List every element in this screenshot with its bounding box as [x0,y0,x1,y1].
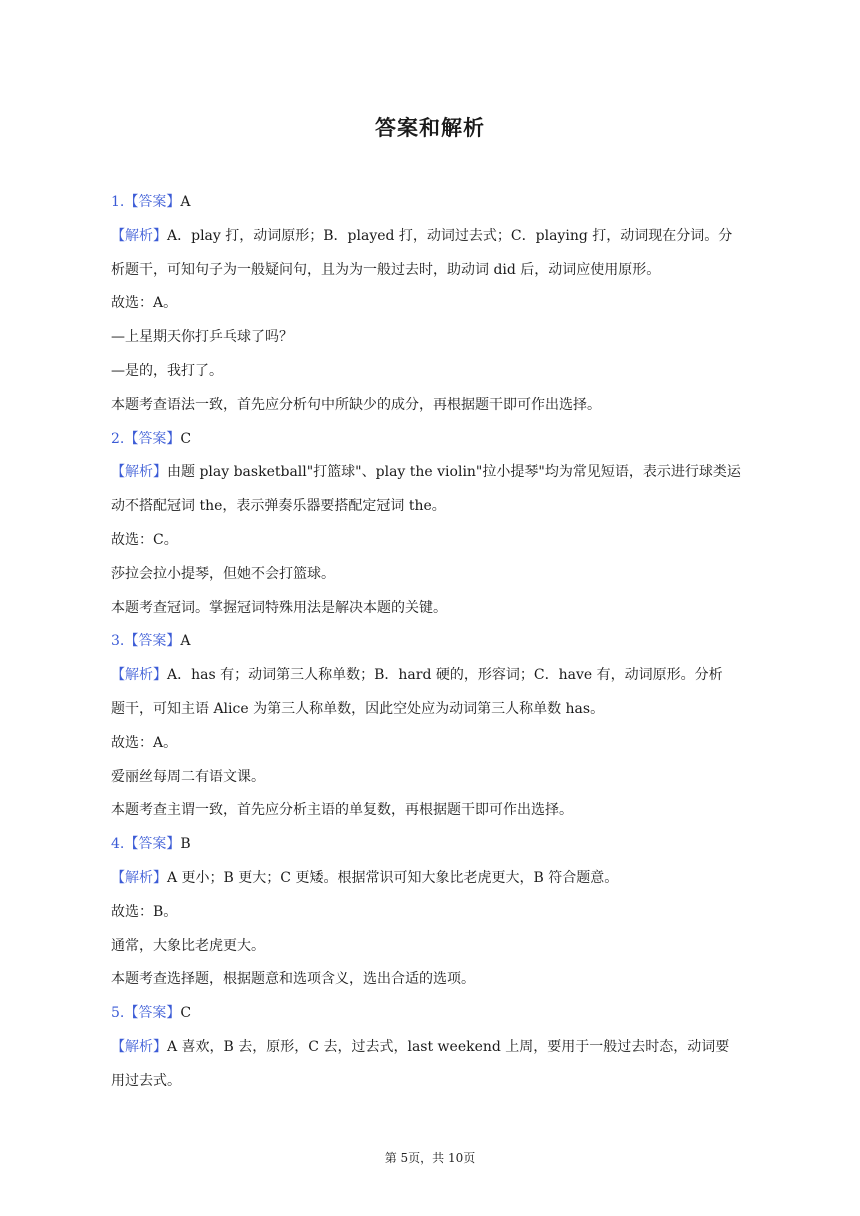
analysis-tag: 【解析】 [111,464,167,481]
analysis-text: A 更小；B 更大；C 更矮。根据常识可知大象比老虎更大，B 符合题意。 [167,869,619,886]
answer-header [111,186,751,220]
note-line: 本题考查冠词。掌握冠词特殊用法是解决本题的关键。 [111,599,447,616]
note-line: 本题考查选择题，根据题意和选项含义，选出合适的选项。 [111,971,475,988]
translation-line: —上星期天你打乒乓球了吗？ [111,329,293,346]
analysis-tag: 【解析】 [111,869,167,886]
analysis-line [111,1031,751,1065]
answer-value: B [180,836,191,853]
choice-line: 故选：A。 [111,295,178,312]
analysis-text: A．play 打，动词原形；B．played 打，动词过去式；C．playing 打，动词现在分词。分 [167,227,733,244]
answer-header [111,828,751,862]
translation-line: 莎拉会拉小提琴，但她不会打篮球。 [111,565,335,582]
analysis-line [111,456,751,490]
question-number: 5. [111,1005,125,1022]
page-footer: 第 5页，共 10页 [384,1151,476,1165]
analysis-line [111,862,751,896]
analysis-text: 由题 play basketball"打篮球"、play the violin"拉小提琴"均为常见短语，表示进行球类运 [167,464,741,481]
question-number: 2. [111,430,125,447]
choice-line: 故选：C。 [111,531,178,548]
note-line: 本题考查语法一致，首先应分析句中所缺少的成分，再根据题干即可作出选择。 [111,396,601,413]
note-line: 本题考查主谓一致，首先应分析主语的单复数，再根据题干即可作出选择。 [111,802,573,819]
question-number: 3. [111,633,125,650]
analysis-line: 用过去式。 [111,1072,181,1089]
analysis-line: 析题干，可知句子为一般疑问句，且为为一般过去时，助动词 did 后，动词应使用原形。 [111,261,661,278]
translation-line: 通常，大象比老虎更大。 [111,937,265,954]
page-title: 答案和解析 [375,115,485,140]
answer-header [111,423,751,457]
translation-line: 爱丽丝每周二有语文课。 [111,768,265,785]
answer-value: A [180,194,191,210]
answer-tag: 【答案】 [124,633,181,650]
answer-value: C [180,1005,192,1022]
answer-tag: 【答案】 [124,1005,181,1022]
choice-line: 故选：B。 [111,903,178,920]
analysis-text: A．has 有；动词第三人称单数；B．hard 硬的，形容词；C．have 有，动词原形。分析 [167,667,723,684]
answer-tag: 【答案】 [124,430,181,447]
analysis-tag: 【解析】 [111,1038,167,1055]
choice-line: 故选：A。 [111,734,178,751]
answer-value: C [180,430,192,447]
analysis-text: A 喜欢，B 去，原形，C 去，过去式，last weekend 上周，要用于一般过去时态，动词要 [167,1038,730,1055]
answer-list [111,186,751,1099]
analysis-line [111,659,751,693]
answer-tag: 【答案】 [124,836,181,853]
analysis-line [111,220,751,254]
analysis-tag: 【解析】 [111,227,167,244]
analysis-line: 动不搭配冠词 the，表示弹奏乐器要搭配定冠词 the。 [111,498,446,515]
answer-tag: 【答案】 [124,194,181,210]
translation-line: —是的，我打了。 [111,362,223,379]
question-number: 1. [111,194,125,210]
answer-header [111,625,751,659]
analysis-line: 题干，可知主语 Alice 为第三人称单数，因此空处应为动词第三人称单数 has。 [111,700,605,717]
answer-value: A [180,633,191,650]
answer-header [111,997,751,1031]
analysis-tag: 【解析】 [111,667,167,684]
question-number: 4. [111,836,125,853]
